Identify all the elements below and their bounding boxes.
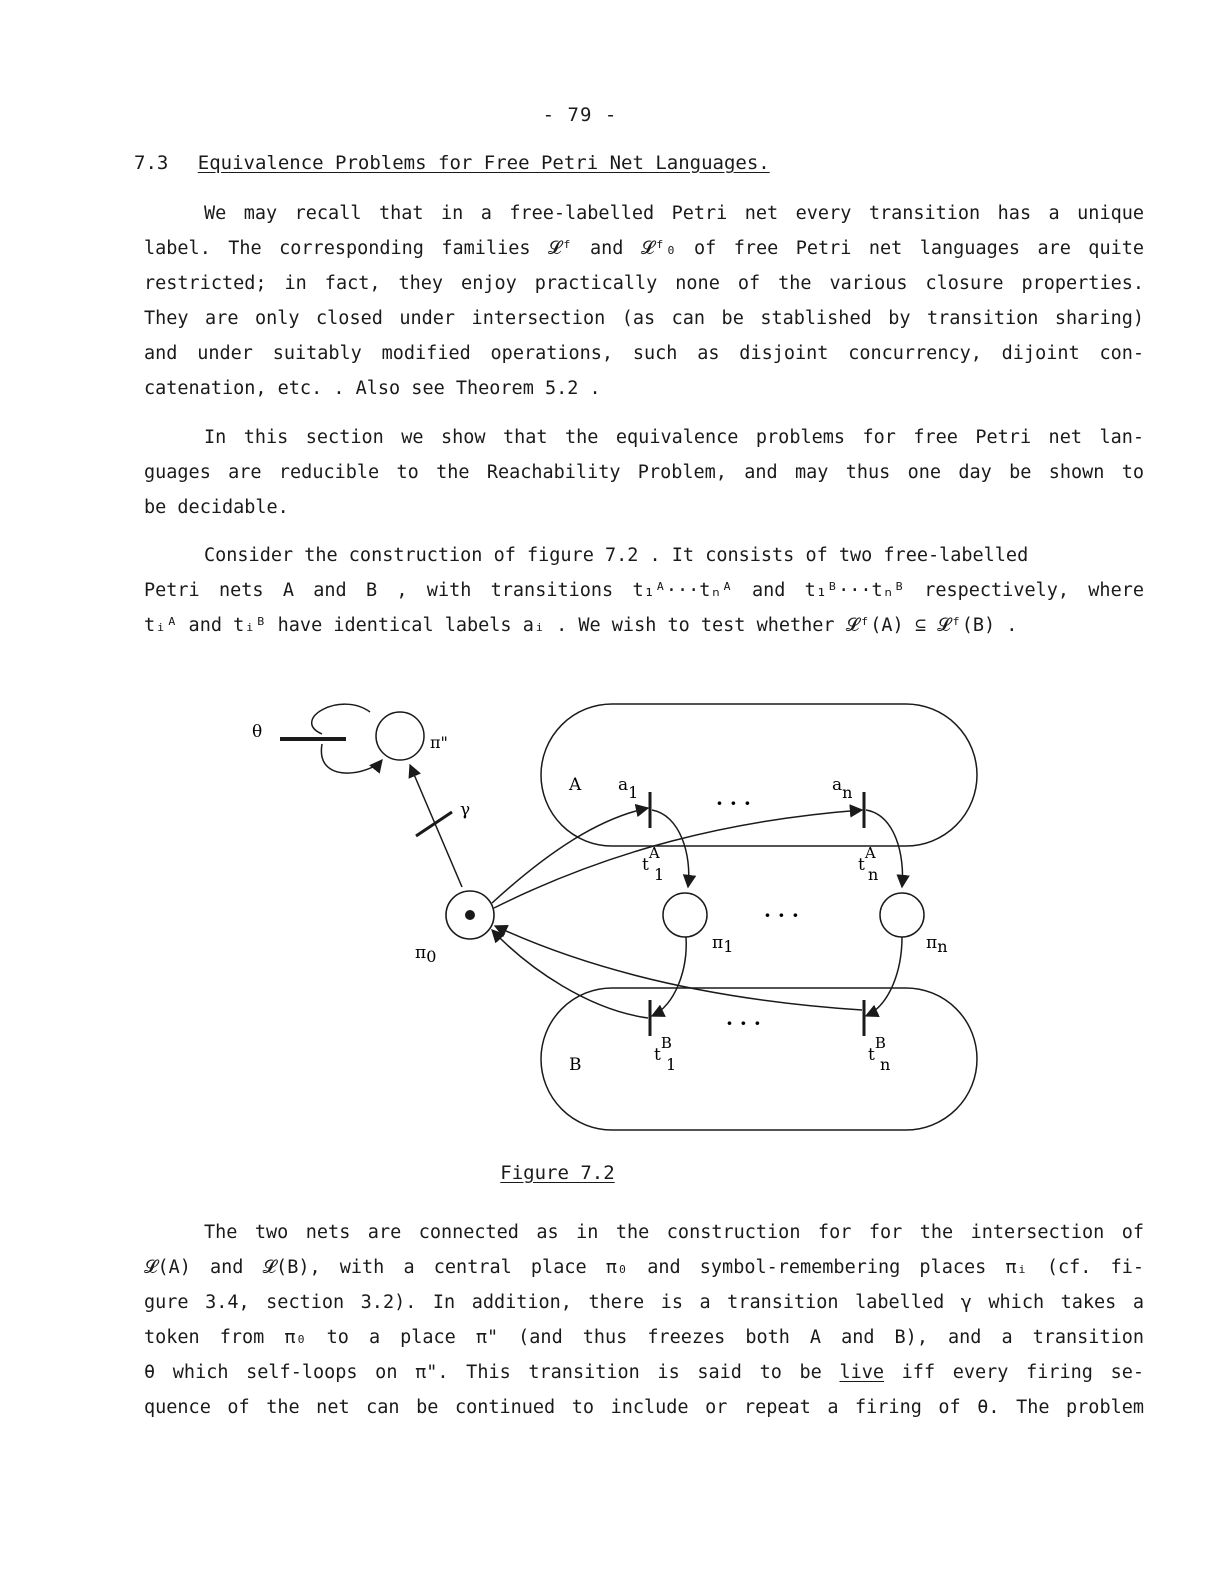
text-line: catenation, etc. . Also see Theorem 5.2 .: [144, 378, 601, 399]
theta-input-arc: [312, 704, 370, 734]
arc-t1b-pi0: [492, 930, 648, 1018]
token: [465, 910, 475, 920]
text-line: be decidable.: [144, 497, 289, 518]
net-b-boundary: [541, 988, 977, 1130]
label-net-b: B: [569, 1055, 582, 1075]
label-t1b: tB 1: [654, 1034, 677, 1074]
gamma-arc: [410, 765, 462, 887]
arc-pin-tnb: [866, 937, 902, 1016]
text-line: guages are reducible to the Reachability Problem, and may thus one day be shown to: [144, 462, 1144, 483]
text-line: gure 3.4, section 3.2). In addition, there is a transition labelled γ which takes a: [144, 1292, 1144, 1313]
ellipsis-middle: · · ·: [764, 903, 799, 927]
paragraph-4: [144, 1215, 1144, 1425]
text-line: They are only closed under intersection (as can be stablished by transition sharing): [144, 308, 1144, 329]
paragraph-1: [144, 196, 1144, 406]
paragraph-2: [144, 420, 1144, 525]
section-heading: [134, 152, 770, 174]
text-line: restricted; in fact, they enjoy practically none of the various closure properties.: [144, 273, 1144, 294]
label-pi1: π1: [712, 933, 734, 956]
gamma-transition: [416, 812, 452, 836]
text-line: The two nets are connected as in the construction for for the intersection of: [204, 1222, 1144, 1243]
label-theta: θ: [252, 722, 263, 742]
text-line: θ which self-loops on π". This transition is said to be live iff every firing se-: [144, 1362, 1144, 1383]
net-a-boundary: [541, 704, 977, 846]
text-line: quence of the net can be continued to include or repeat a firing of θ. The problem: [144, 1397, 1144, 1418]
theta-output-arc: [321, 744, 382, 773]
place-pi1: [663, 893, 707, 937]
text-line: We may recall that in a free-labelled Petri net every transition has a unique: [204, 203, 1144, 224]
text-line: Consider the construction of figure 7.2 . It consists of two free-labelled: [204, 545, 1029, 566]
arc-pi1-t1b: [652, 937, 686, 1016]
label-t1a: tA 1: [642, 844, 665, 884]
emphasis-live: live: [839, 1362, 885, 1383]
ellipsis-bottom: · · ·: [726, 1011, 761, 1035]
text-line: and under suitably modified operations, such as disjoint concurrency, dijoint con-: [144, 343, 1144, 364]
label-pi0: π0: [415, 943, 437, 966]
section-number: 7.3: [134, 152, 169, 174]
text-line: Petri nets A and B , with transitions t₁ᴬ···tₙᴬ and t₁ᴮ···tₙᴮ respectively, where: [144, 580, 1144, 601]
label-a1: a1: [618, 775, 639, 802]
ellipsis-top: · · ·: [716, 791, 751, 815]
label-an: an: [832, 775, 853, 802]
text-line: In this section we show that the equivalence problems for free Petri net lan-: [204, 427, 1144, 448]
label-tna: tA n: [858, 844, 879, 884]
arc-pi0-tna: [494, 810, 862, 908]
petri-net-diagram: [230, 690, 990, 1140]
text-line: 𝓛(A) and 𝓛(B), with a central place π₀ and symbol-remembering places πᵢ (cf. fi-: [144, 1257, 1144, 1278]
arc-tnb-pi0: [495, 926, 862, 1010]
place-pin: [880, 893, 924, 937]
text-line: tᵢᴬ and tᵢᴮ have identical labels aᵢ . We wish to test whether 𝓛ᶠ(A) ⊆ 𝓛ᶠ(B) .: [144, 615, 1018, 636]
label-pi-double-prime: π": [430, 733, 448, 752]
paragraph-3: [144, 538, 1144, 643]
place-pi-double-prime: [376, 712, 424, 760]
label-net-a: A: [569, 775, 582, 795]
label-pin: πn: [926, 933, 948, 956]
page-number: - 79 -: [542, 104, 618, 126]
figure-petri-net: [230, 690, 990, 1140]
label-gamma: γ: [460, 800, 471, 820]
section-title: Equivalence Problems for Free Petri Net Languages.: [197, 152, 770, 174]
figure-caption: Figure 7.2: [500, 1162, 615, 1184]
text-line: token from π₀ to a place π" (and thus freezes both A and B), and a transition: [144, 1327, 1144, 1348]
label-tnb: tB n: [868, 1034, 891, 1074]
text-line: label. The corresponding families 𝓛ᶠ and 𝓛ᶠ₀ of free Petri net languages are quite: [144, 238, 1144, 259]
